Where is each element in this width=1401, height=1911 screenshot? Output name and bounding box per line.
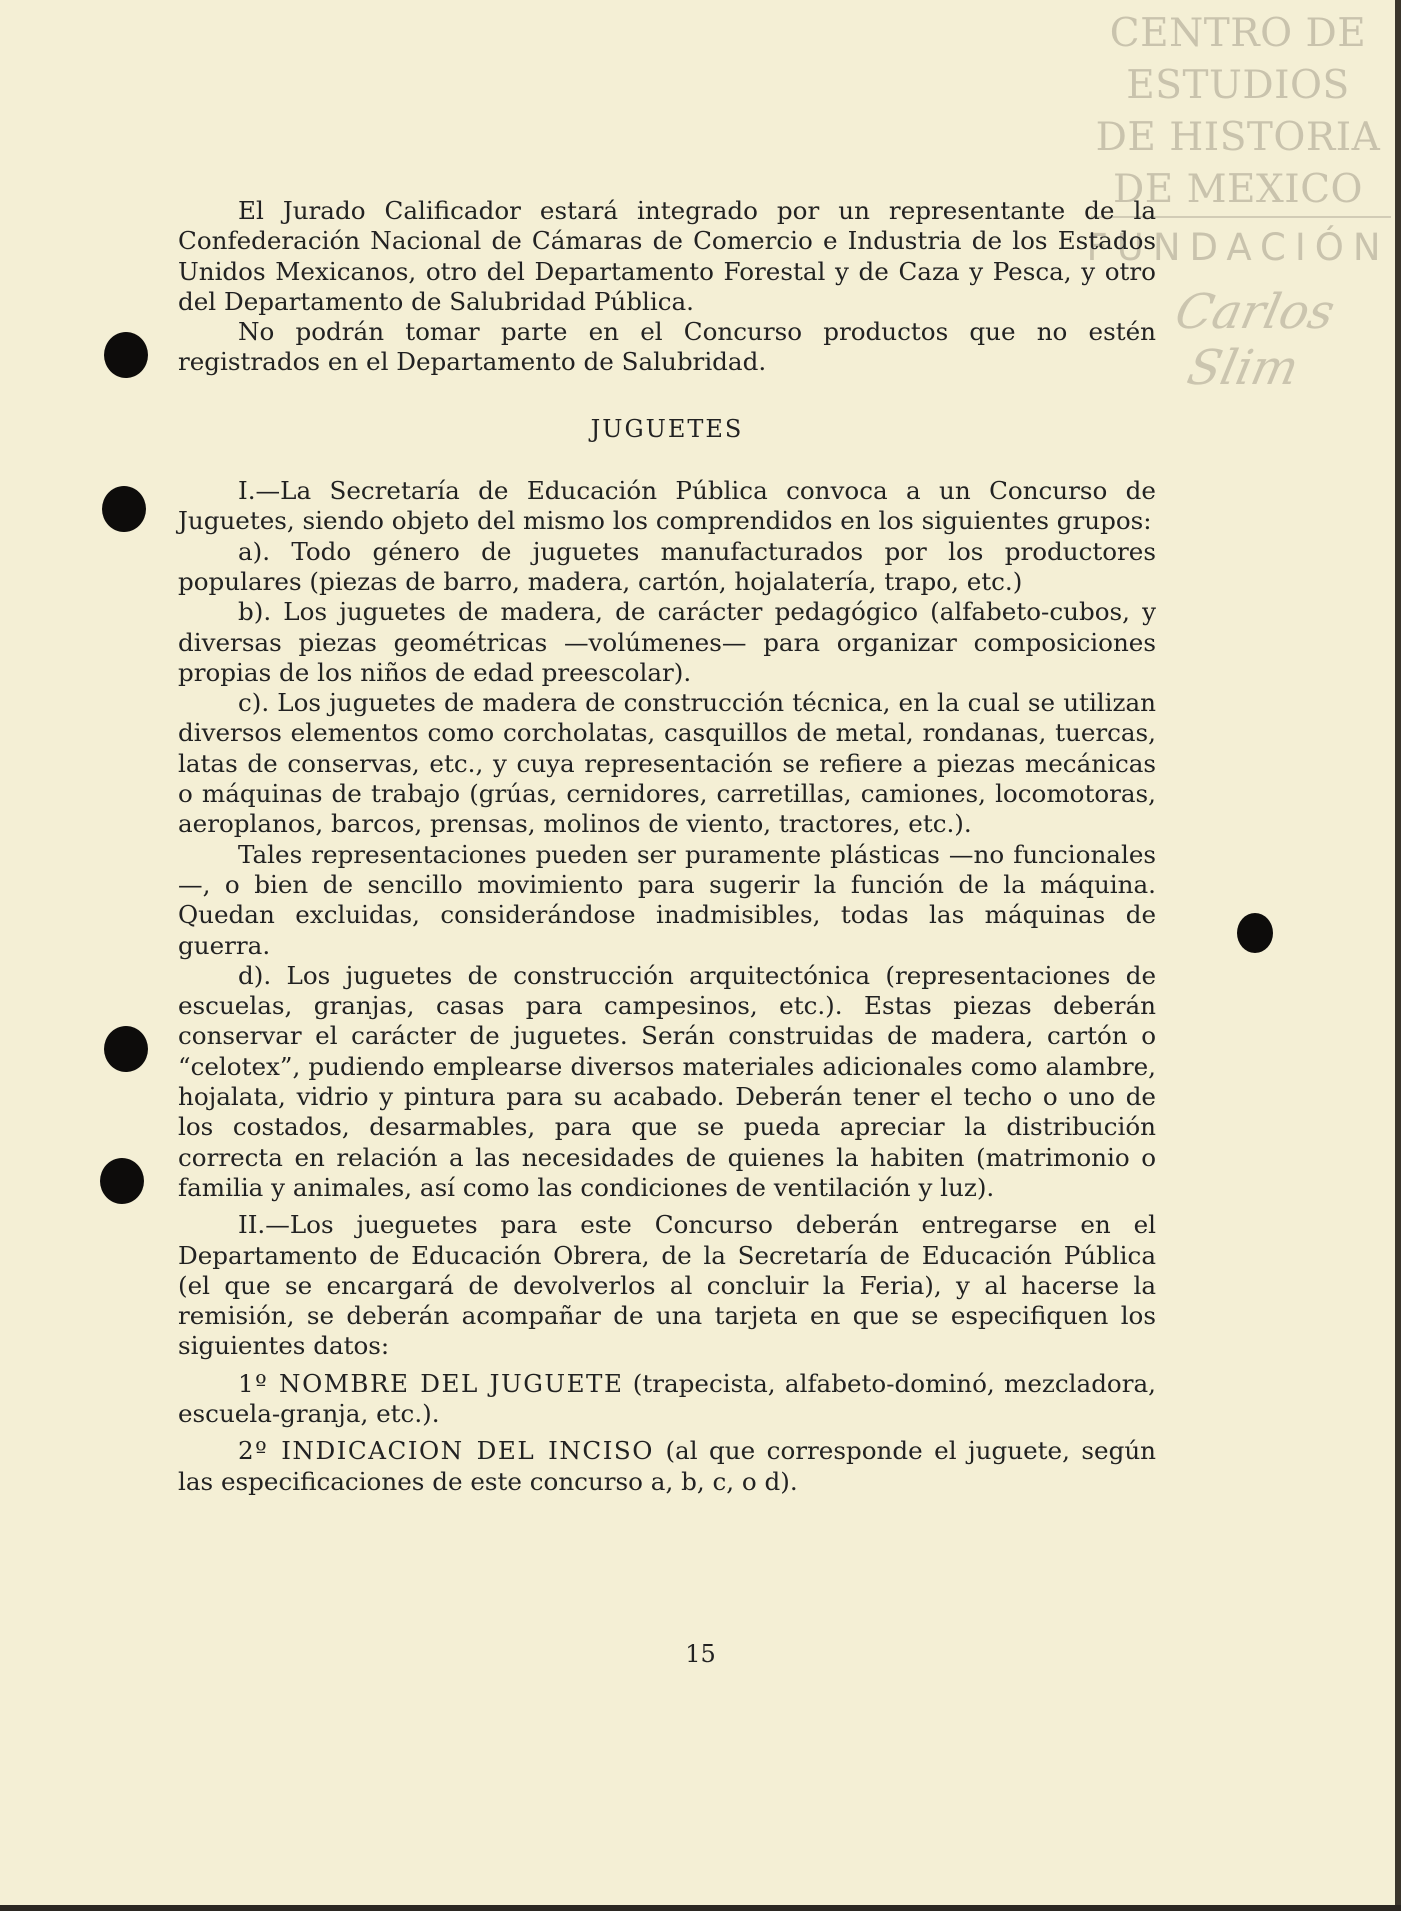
page-edge-right (1395, 0, 1401, 1911)
paragraph-grupo-c: c). Los juguetes de madera de construcción técnica, en la cual se utilizan diversos elementos como corcholatas, casquillos de metal, rondanas, tuercas, latas de conservas, etc., y cuya representación se refiere a piezas mecánicas o máquinas de trabajo (grúas, cernidores, carretillas, camiones, locomotoras, aeroplanos, barcos, prensas, molinos de viento, tractores, etc.). (178, 688, 1156, 839)
list-item-nombre (178, 1369, 1156, 1430)
paragraph-grupo-c-continuacion: Tales representaciones pueden ser puramente plásticas —no funcionales—, o bien de sencillo movimiento para sugerir la función de la máquina. Quedan excluidas, considerándose inadmisibles, todas las máquinas de guerra. (178, 839, 1156, 960)
list-item-label: 1º NOMBRE DEL JUGUETE (238, 1368, 624, 1398)
list-item-text: (trapecista, alfabeto-dominó, mezcladora, escuela-granja, etc.). (178, 1368, 1156, 1428)
page-number: 15 (685, 1640, 716, 1668)
watermark-line-3: DE HISTORIA (1095, 115, 1381, 160)
paragraph-jurado: El Jurado Calificador estará integrado por un representante de la Confederación Nacional de Cámaras de Comercio e Industria de los Estados Unidos Mexicanos, otro del Departamento Forestal y de Caza y Pesca, y otro del Departamento de Salubridad Pública. (178, 196, 1156, 316)
list-item-label: 2º INDICACION DEL INCISO (238, 1436, 654, 1466)
list-item-text: (al que corresponde el juguete, según las especificaciones de este concurso a, b, c, o d). (178, 1436, 1156, 1496)
watermark-line-2: ESTUDIOS (1126, 63, 1350, 108)
paragraph-grupo-a: a). Todo género de juguetes manufacturados por los productores populares (piezas de barro, madera, cartón, hojalatería, trapo, etc.) (178, 536, 1156, 596)
paragraph-convocatoria: I.—La Secretaría de Educación Pública convoca a un Concurso de Juguetes, siendo objeto del mismo los comprendidos en los siguientes grupos: (178, 476, 1156, 536)
paragraph-registro: No podrán tomar parte en el Concurso productos que no estén registrados en el Departamento de Salubridad. (178, 317, 1156, 377)
page-edge-bottom (0, 1905, 1401, 1911)
watermark-fundacion: FUNDACIÓN (1086, 226, 1390, 269)
paragraph-grupo-b: b). Los juguetes de madera, de carácter pedagógico (alfabeto-cubos, y diversas piezas geométricas —volúmenes— para organizar composiciones propias de los niños de edad preescolar). (178, 597, 1156, 687)
watermark-line-1: CENTRO DE (1109, 11, 1367, 56)
punch-hole (104, 332, 148, 378)
paragraph-entrega: II.—Los jueguetes para este Concurso deberán entregarse en el Departamento de Educación Obrera, de la Secretaría de Educación Pública (el que se encargará de devolverlos al concluir la Feria), y al hacerse la remisión, se deberán acompañar de una tarjeta en que se especifiquen los siguientes datos: (178, 1210, 1156, 1361)
watermark-line-4: DE MEXICO (1112, 167, 1364, 212)
watermark-text (1093, 8, 1383, 216)
document-body (178, 196, 1156, 1497)
watermark-signature: Carlos Slim (1170, 284, 1340, 396)
punch-hole (1237, 913, 1273, 953)
punch-hole (102, 486, 146, 532)
punch-hole (104, 1026, 148, 1072)
section-heading: JUGUETES (590, 414, 744, 443)
list-item-inciso (178, 1436, 1156, 1497)
punch-hole (100, 1158, 144, 1204)
paragraph-grupo-d: d). Los juguetes de construcción arquitectónica (representaciones de escuelas, granjas, casas para campesinos, etc.). Estas piezas deberán conservar el carácter de juguetes. Serán construidas de madera, cartón o “celotex”, pudiendo emplearse diversos materiales adicionales como alambre, hojalata, vidrio y pintura para su acabado. Deberán tener el techo o uno de los costados, desarmables, para que se pueda apreciar la distribución correcta en relación a las necesidades de quienes la habiten (matrimonio o familia y animales, así como las condiciones de ventilación y luz). (178, 960, 1156, 1202)
